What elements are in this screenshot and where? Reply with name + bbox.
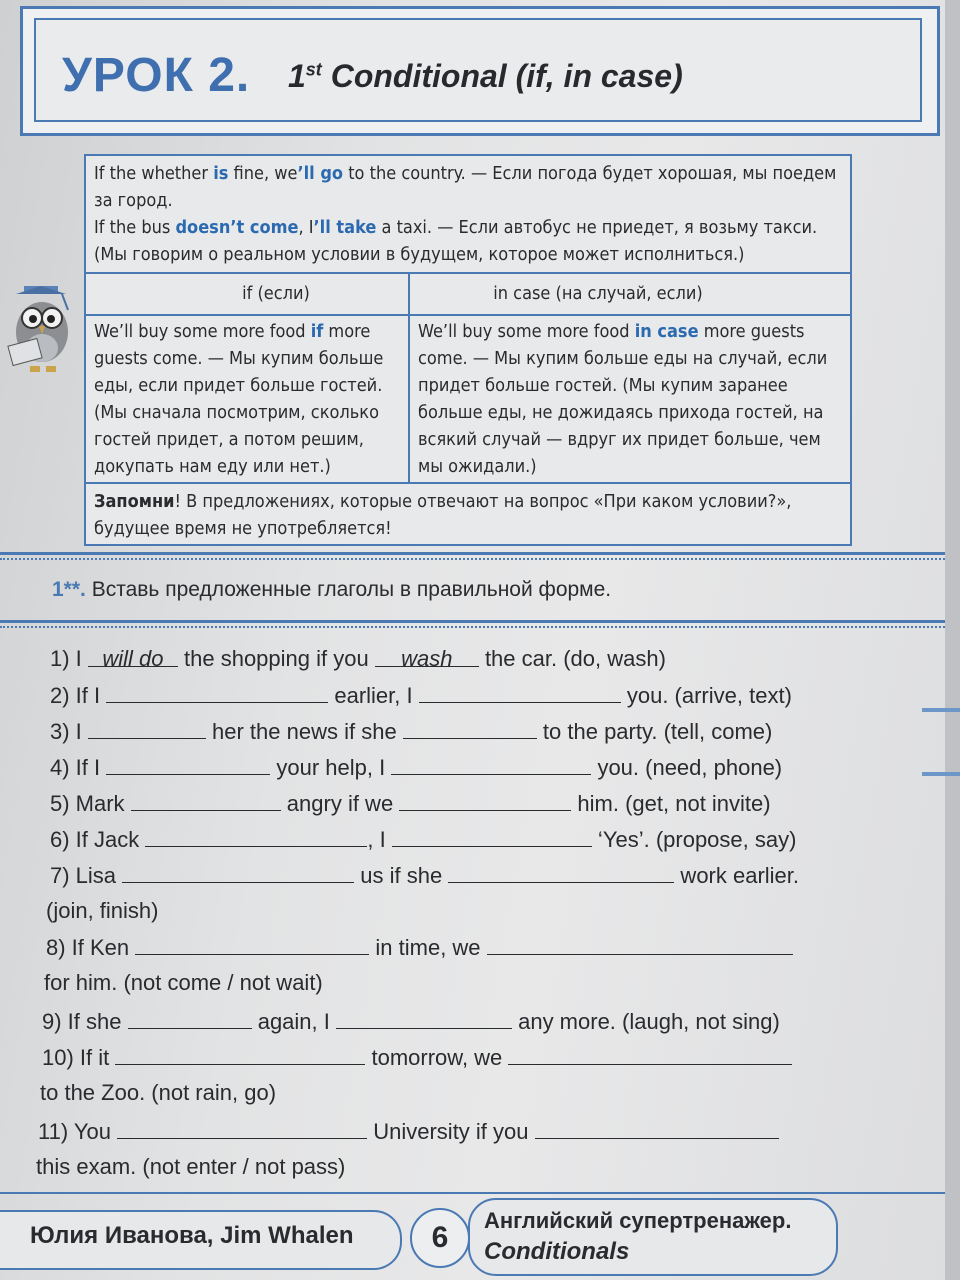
exercise-1: 1) I will do the shopping if you wash the car. (do, wash)	[50, 646, 666, 671]
exercise-10: 10) If it tomorrow, we	[42, 1044, 792, 1071]
lesson-topic: 1st Conditional (if, in case)	[288, 58, 683, 94]
divider-bottom	[0, 620, 945, 623]
answer-blank[interactable]	[145, 826, 367, 847]
exercise-7-verbs: (join, finish)	[46, 898, 159, 923]
exercise-8: 8) If Ken in time, we	[46, 934, 793, 961]
answer-blank[interactable]	[128, 1008, 252, 1029]
rule-in-case-example: We’ll buy some more food in case more guests come. — Мы купим больше еды на случай, если придет больше гостей. (Мы купим заранее больше еды, не дожидаясь прихода гостей, на всякий случай — вдруг их придет больше, чем мы ожидали.)	[418, 321, 828, 477]
table-divider	[408, 272, 410, 482]
answer-blank[interactable]	[336, 1008, 512, 1029]
divider-dotted-bottom	[0, 626, 945, 632]
exercise-7: 7) Lisa us if she work earlier.	[50, 863, 800, 888]
side-tab-mark	[922, 708, 960, 712]
exercise-4: 4) If I your help, I you. (need, phone)	[50, 755, 783, 780]
owl-mascot-icon	[6, 282, 84, 378]
answer-blank[interactable]	[106, 682, 328, 703]
rule-intro: If the whether is fine, we’ll go to the country. — Если погода будет хорошая, мы поедем за город. If the bus doesn’t come, I’ll take a taxi. — Если автобус не приедет, я возьму такси. (Мы говорим о реальном условии в будущем, которое может исполниться.)	[94, 163, 837, 265]
exercise-11: 11) You University if you	[38, 1118, 779, 1145]
book-authors: Юлия Иванова, Jim Whalen	[30, 1222, 354, 1249]
answer-blank[interactable]	[106, 754, 270, 775]
answer-blank[interactable]: will do	[88, 646, 178, 667]
page-edge	[945, 0, 960, 1280]
lesson-number: УРОК 2.	[62, 49, 251, 102]
answer-blank[interactable]	[391, 754, 591, 775]
answer-blank[interactable]	[392, 826, 592, 847]
rule-if-example: We’ll buy some more food if more guests come. — Мы купим больше еды, если придет больше гостей. (Мы сначала посмотрим, сколько гостей придет, а потом решим, докупать нам еду или нет.)	[94, 321, 384, 477]
divider-top	[0, 552, 945, 555]
exercise-3: 3) I her the news if she to the party. (tell, come)	[50, 719, 773, 744]
answer-blank[interactable]	[535, 1118, 779, 1139]
exercise-8-verbs: for him. (not come / not wait)	[44, 970, 323, 995]
answer-blank[interactable]	[403, 718, 537, 739]
book-title: Английский супертренажер.	[484, 1208, 792, 1233]
exercise-9: 9) If she again, I any more. (laugh, not sing)	[42, 1009, 780, 1034]
rule-note: Запомни! В предложениях, которые отвечают на вопрос «При каком условии?», будущее время не употребляется!	[86, 482, 850, 546]
task-title: 1**. Вставь предложенные глаголы в правильной форме.	[52, 578, 612, 601]
exercise-5: 5) Mark angry if we him. (get, not invite)	[50, 791, 771, 816]
answer-blank[interactable]	[131, 790, 281, 811]
col-header-if: if (если)	[242, 283, 310, 304]
answer-blank[interactable]	[115, 1044, 365, 1065]
divider-dotted-top	[0, 558, 945, 564]
page-number: 6	[410, 1208, 470, 1268]
exercise-2: 2) If I earlier, I you. (arrive, text)	[50, 683, 792, 708]
answer-blank[interactable]	[117, 1118, 367, 1139]
exercise-11-verbs: this exam. (not enter / not pass)	[36, 1154, 346, 1179]
book-subtitle: Conditionals	[484, 1238, 630, 1265]
side-tab-mark	[922, 772, 960, 776]
col-header-in-case: in case (на случай, если)	[493, 283, 703, 304]
answer-blank[interactable]	[419, 682, 621, 703]
answer-blank[interactable]	[508, 1044, 792, 1065]
exercise-10-verbs: to the Zoo. (not rain, go)	[40, 1080, 277, 1105]
rule-table-header	[86, 272, 850, 316]
answer-blank[interactable]	[88, 718, 206, 739]
answer-blank[interactable]	[487, 934, 793, 955]
grammar-rule-box	[84, 154, 852, 546]
answer-blank[interactable]	[135, 934, 369, 955]
answer-blank[interactable]: wash	[375, 646, 479, 667]
answer-blank[interactable]	[448, 862, 674, 883]
footer-divider	[0, 1192, 945, 1194]
answer-blank[interactable]	[122, 862, 354, 883]
answer-blank[interactable]	[399, 790, 571, 811]
exercise-6: 6) If Jack , I ‘Yes’. (propose, say)	[50, 827, 797, 852]
